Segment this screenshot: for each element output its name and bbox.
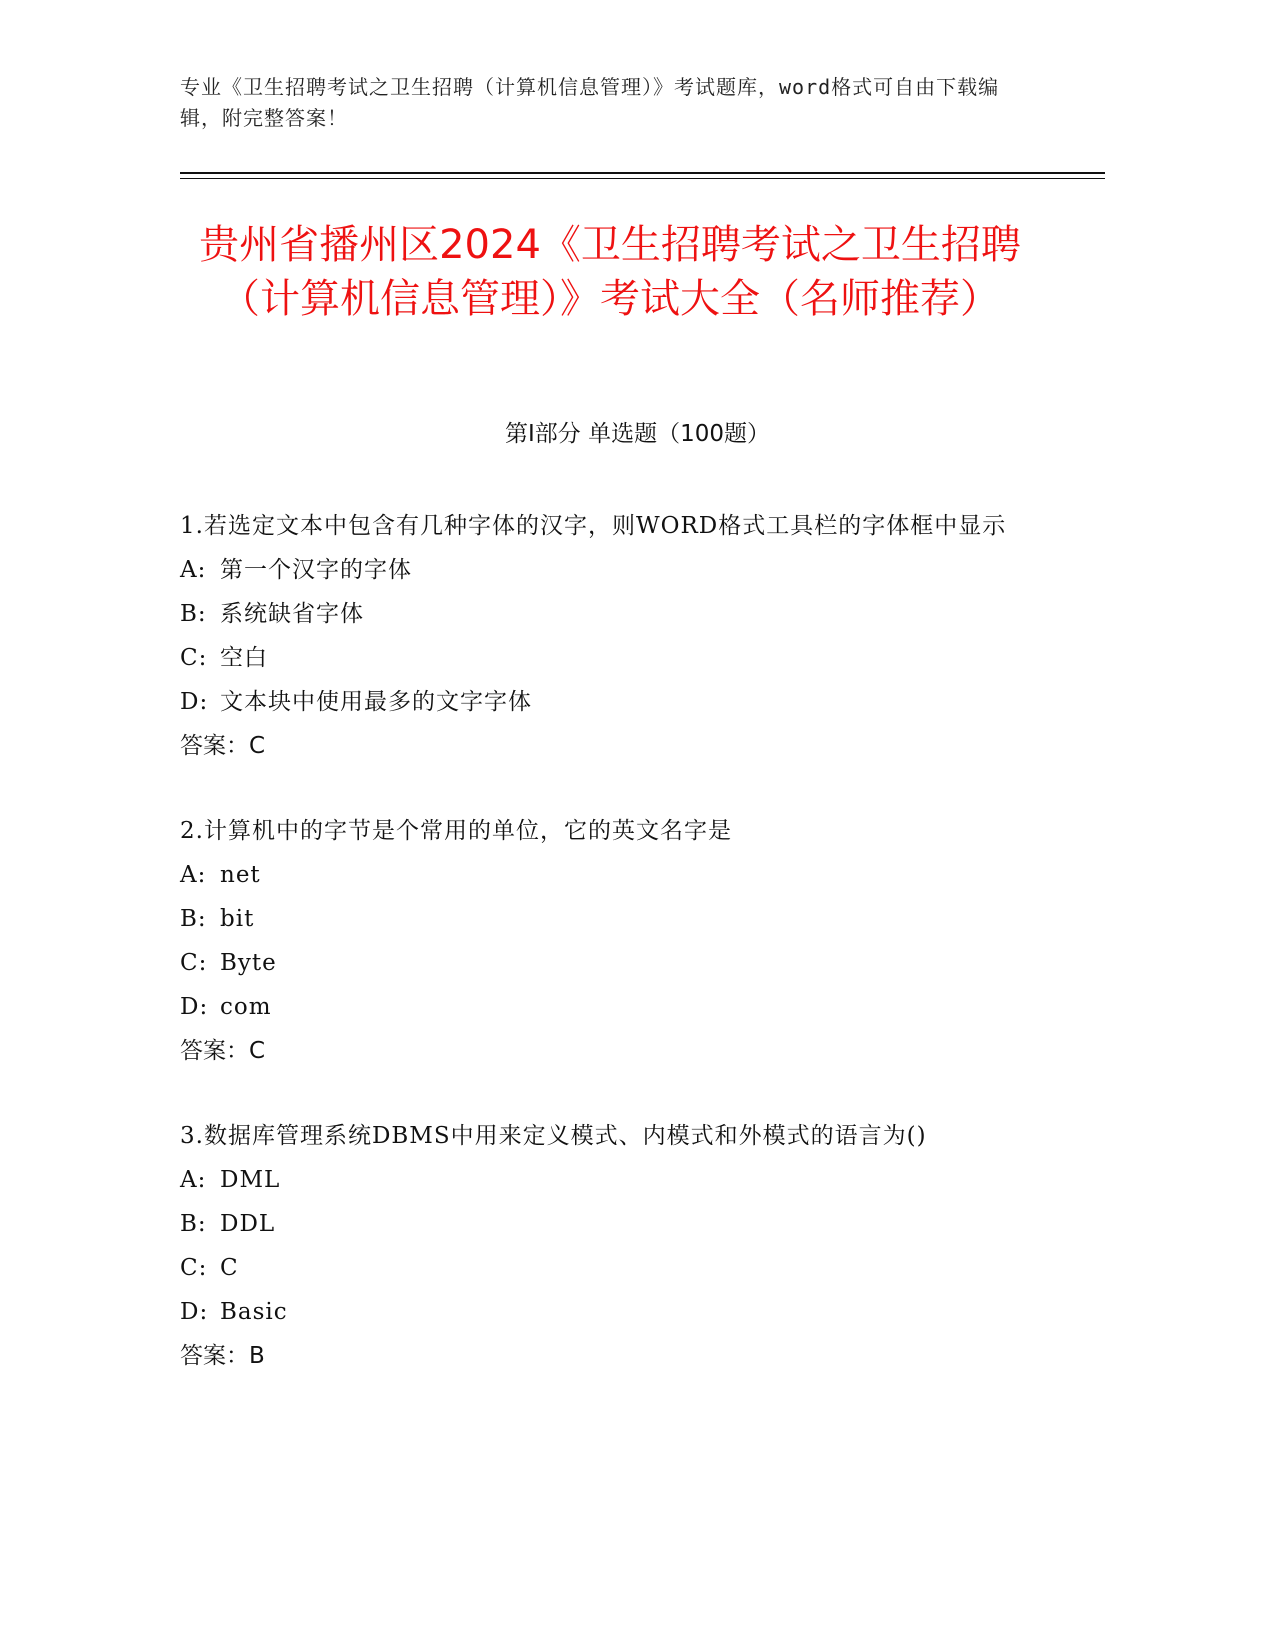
- option-key: A:: [180, 862, 207, 888]
- option-c: [180, 1246, 1040, 1290]
- document-title: 贵州省播州区2024《卫生招聘考试之卫生招聘（计算机信息管理）》考试大全（名师推荐）: [199, 222, 1021, 322]
- question-item: [180, 809, 1040, 1073]
- option-key: C:: [180, 950, 208, 976]
- answer-line: 答案：B: [180, 1343, 265, 1369]
- option-b: [180, 897, 1040, 941]
- option-a: [180, 853, 1040, 897]
- option-key: B:: [180, 906, 207, 932]
- option-text: com: [220, 994, 272, 1020]
- option-key: D:: [180, 1299, 209, 1325]
- option-c: [180, 941, 1040, 985]
- option-text: 空白: [220, 645, 268, 671]
- option-d: [180, 985, 1040, 1029]
- answer-line: 答案：C: [180, 1038, 266, 1064]
- option-key: B:: [180, 1211, 207, 1237]
- option-a: [180, 1158, 1040, 1202]
- option-text: DDL: [220, 1211, 276, 1237]
- option-key: D:: [180, 689, 209, 715]
- section-heading: 第I部分 单选题（100题）: [505, 421, 770, 447]
- option-d: [180, 680, 1040, 724]
- option-text: Byte: [220, 950, 277, 976]
- option-text: bit: [220, 906, 255, 932]
- option-key: C:: [180, 645, 208, 671]
- option-text: C: [220, 1255, 239, 1281]
- question-stem: 2.计算机中的字节是个常用的单位，它的英文名字是: [180, 818, 732, 844]
- header-rule-thin: [180, 178, 1105, 179]
- option-b: [180, 1202, 1040, 1246]
- question-item: [180, 504, 1040, 768]
- option-text: 第一个汉字的字体: [220, 557, 412, 583]
- option-text: 系统缺省字体: [220, 601, 364, 627]
- option-text: DML: [220, 1167, 281, 1193]
- option-key: D:: [180, 994, 209, 1020]
- option-c: [180, 636, 1040, 680]
- option-a: [180, 548, 1040, 592]
- option-d: [180, 1290, 1040, 1334]
- option-text: net: [220, 862, 261, 888]
- option-key: A:: [180, 557, 207, 583]
- option-key: A:: [180, 1167, 207, 1193]
- question-item: [180, 1114, 1040, 1378]
- answer-line: 答案：C: [180, 733, 266, 759]
- header-note: 专业《卫生招聘考试之卫生招聘（计算机信息管理）》考试题库，word格式可自由下载编辑，附完整答案！: [180, 75, 1000, 130]
- option-text: 文本块中使用最多的文字字体: [220, 689, 532, 715]
- question-stem: 1.若选定文本中包含有几种字体的汉字，则WORD格式工具栏的字体框中显示: [180, 513, 1007, 539]
- option-key: B:: [180, 601, 207, 627]
- option-text: Basic: [220, 1299, 288, 1325]
- question-stem: 3.数据库管理系统DBMS中用来定义模式、内模式和外模式的语言为(): [180, 1123, 927, 1149]
- question-list: [180, 504, 1040, 1419]
- option-b: [180, 592, 1040, 636]
- option-key: C:: [180, 1255, 208, 1281]
- header-rule-thick: [180, 172, 1105, 174]
